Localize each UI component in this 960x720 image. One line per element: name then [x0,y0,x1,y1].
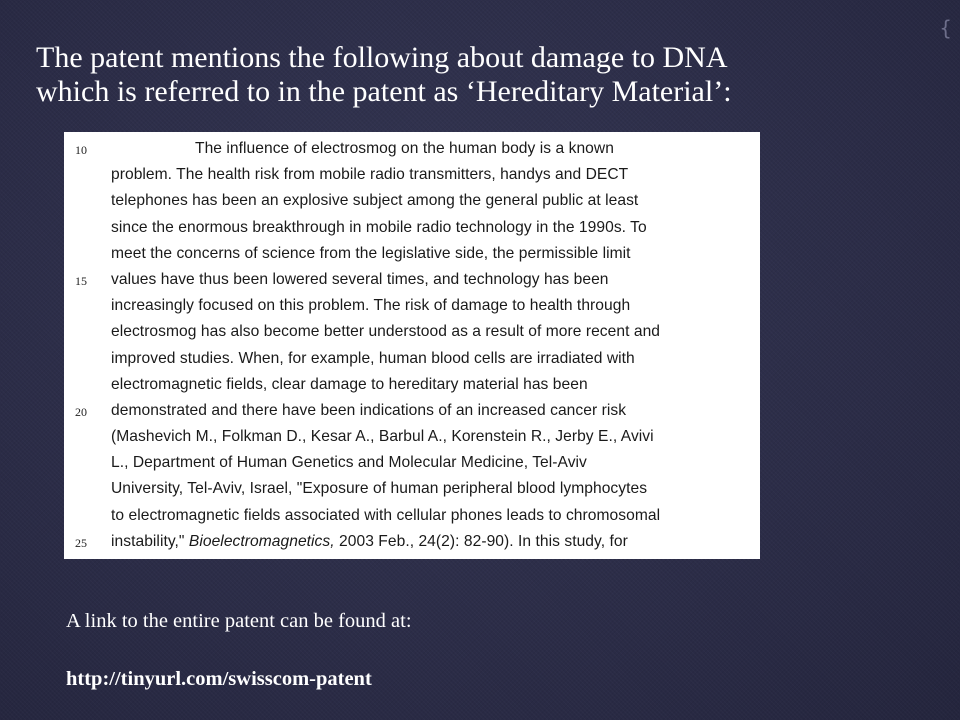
line-number: 20 [75,404,87,419]
excerpt-line [64,190,760,216]
line-text: (Mashevich M., Folkman D., Kesar A., Barbul A., Korenstein R., Jerby E., Avivi [111,428,654,446]
excerpt-line [64,531,760,557]
patent-excerpt-image [64,132,760,559]
line-text: improved studies. When, for example, human blood cells are irradiated with [111,349,635,367]
line-text: meet the concerns of science from the legislative side, the permissible limit [111,244,631,262]
excerpt-line [64,478,760,504]
slide-title [36,41,936,109]
excerpt-line [64,426,760,452]
excerpt-line [64,164,760,190]
line-text: electromagnetic fields, clear damage to hereditary material has been [111,375,588,393]
excerpt-line [64,452,760,478]
excerpt-line [64,400,760,426]
excerpt-line [64,269,760,295]
line-text: to electromagnetic fields associated with cellular phones leads to chromosomal [111,506,661,524]
line-text-end: 2003 Feb., 24(2): 82-90). In this study, for [334,532,628,550]
slide-title-line-2: which is referred to in the patent as ‘Hereditary Material’: [36,75,732,108]
line-text: problem. The health risk from mobile radio transmitters, handys and DECT [111,166,629,184]
line-text-start: instability," [111,532,189,550]
line-text: since the enormous breakthrough in mobile radio technology in the 1990s. To [111,218,647,236]
excerpt-line [64,505,760,531]
line-number: 25 [75,535,87,550]
corner-brace-mark: { [939,16,952,40]
line-text: University, Tel-Aviv, Israel, "Exposure of human peripheral blood lymphocytes [111,480,648,498]
line-number: 15 [75,273,87,288]
line-text: L., Department of Human Genetics and Molecular Medicine, Tel-Aviv [111,454,587,472]
line-text: electrosmog has also become better understood as a result of more recent and [111,323,661,341]
excerpt-line [64,295,760,321]
excerpt-line [64,217,760,243]
line-number: 10 [75,143,87,157]
excerpt-line [64,348,760,374]
patent-link-caption: A link to the entire patent can be found at: [66,610,412,632]
excerpt-line [64,138,760,164]
excerpt-line [64,243,760,269]
line-text [111,533,628,551]
excerpt-line [64,321,760,347]
line-text: values have thus been lowered several times, and technology has been [111,270,609,288]
line-text: demonstrated and there have been indications of an increased cancer risk [111,401,627,419]
line-text: The influence of electrosmog on the human body is a known [195,140,614,157]
patent-excerpt-lines [64,138,760,557]
slide-title-line-1: The patent mentions the following about damage to DNA [36,41,728,74]
journal-name: Bioelectromagnetics, [188,532,335,550]
excerpt-line [64,374,760,400]
patent-link-url[interactable]: http://tinyurl.com/swisscom-patent [66,668,372,690]
line-text: telephones has been an explosive subject among the general public at least [111,192,639,210]
line-text: increasingly focused on this problem. The risk of damage to health through [111,297,631,315]
